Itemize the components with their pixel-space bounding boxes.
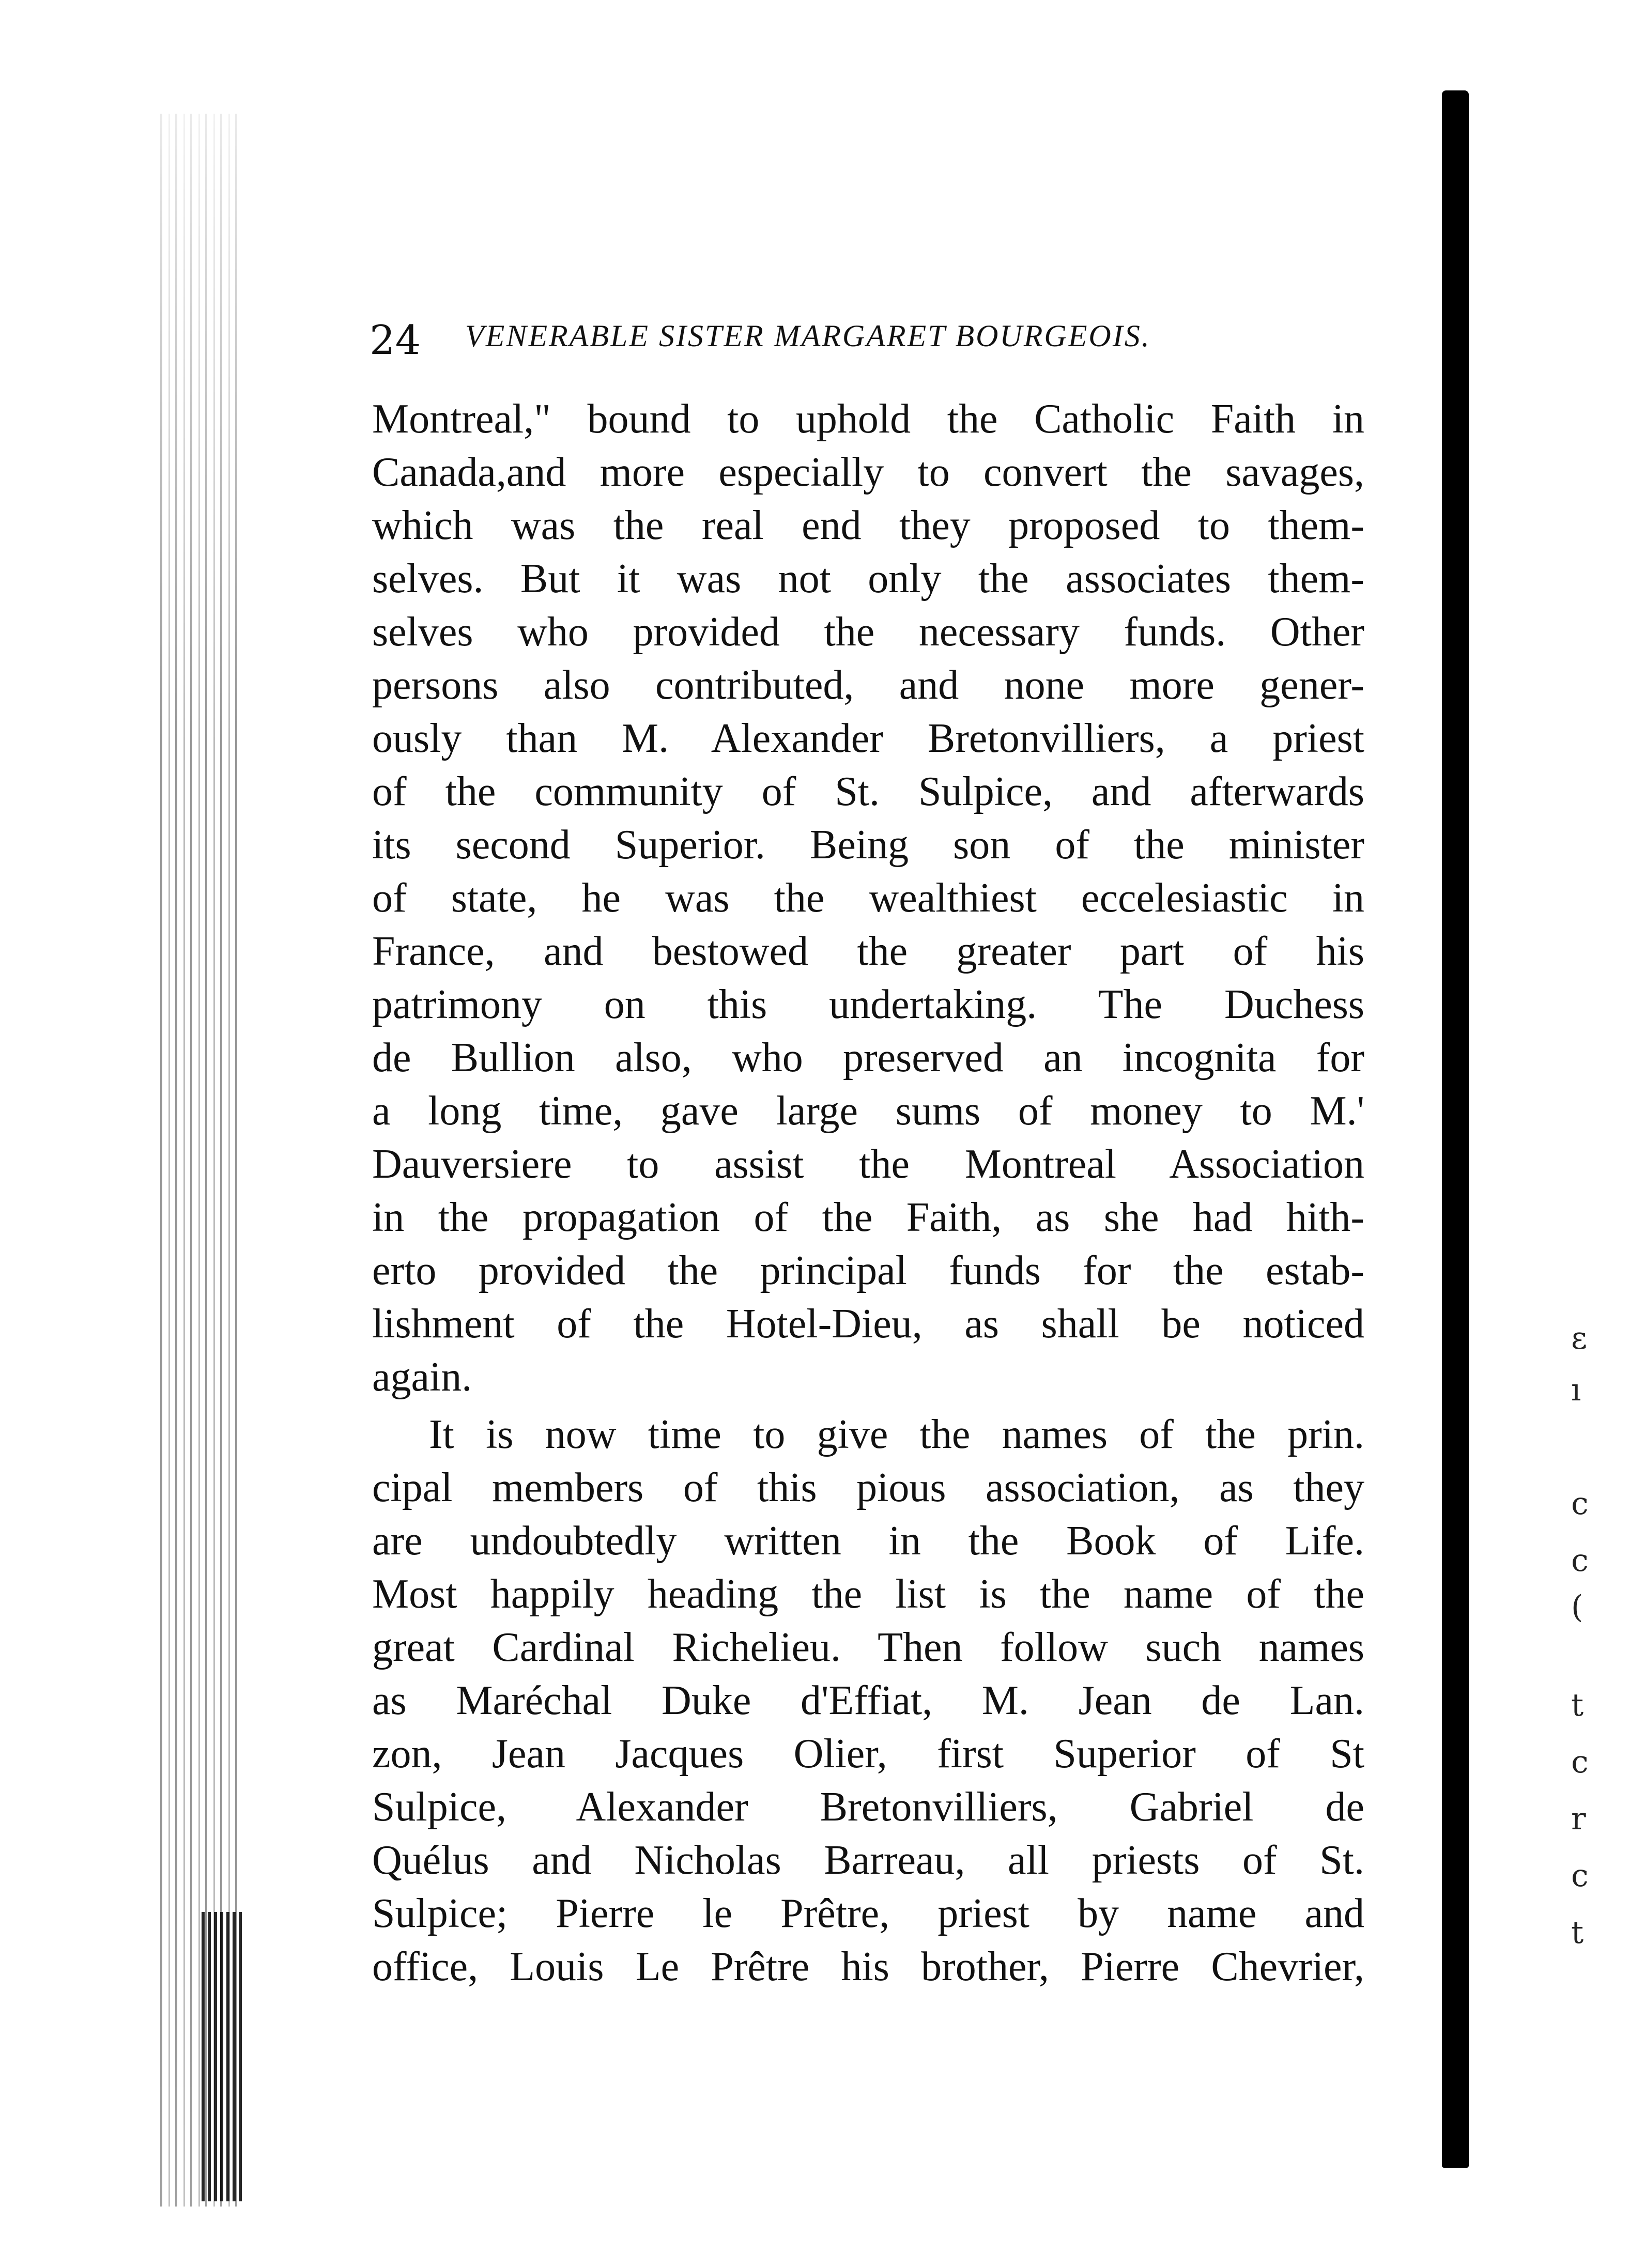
bleed-through-glyph: c	[1571, 1486, 1589, 1522]
text-line: de Bullion also, who preserved an incognita for	[372, 1035, 1364, 1081]
text-line: zon, Jean Jacques Olier, first Superior of St	[372, 1731, 1364, 1777]
page-edge-shadow	[1442, 90, 1469, 2168]
bleed-through-glyph: c	[1571, 1744, 1589, 1780]
body-text	[372, 393, 1364, 1994]
paragraph-gap	[372, 1404, 1364, 1408]
bleed-through-glyph: r	[1571, 1801, 1586, 1837]
text-line: Dauversiere to assist the Montreal Association	[372, 1141, 1364, 1187]
paragraph-2	[372, 1408, 1364, 1994]
text-line: a long time, gave large sums of money to M.'	[372, 1088, 1364, 1134]
text-line: are undoubtedly written in the Book of Life.	[372, 1518, 1364, 1564]
text-line: in the propagation of the Faith, as she had hith-	[372, 1195, 1364, 1240]
text-line: selves. But it was not only the associates them-	[372, 556, 1364, 601]
text-line: cipal members of this pious association, as they	[372, 1465, 1364, 1510]
text-line: Sulpice; Pierre le Prêtre, priest by name and	[372, 1891, 1364, 1936]
page-header	[370, 310, 1403, 367]
text-line: Most happily heading the list is the name of the	[372, 1571, 1364, 1617]
text-line: selves who provided the necessary funds. Other	[372, 609, 1364, 655]
text-line: erto provided the principal funds for the estab-	[372, 1248, 1364, 1293]
text-line: office, Louis Le Prêtre his brother, Pierre Chevrier,	[372, 1944, 1364, 1989]
running-title: VENERABLE SISTER MARGARET BOURGEOIS.	[465, 319, 1151, 353]
page-number: 24	[370, 317, 421, 364]
text-line: Sulpice, Alexander Bretonvilliers, Gabriel de	[372, 1784, 1364, 1830]
bleed-through-glyph: t	[1571, 1687, 1584, 1723]
text-line: France, and bestowed the greater part of his	[372, 929, 1364, 974]
text-line: of state, he was the wealthiest eccelesiastic in	[372, 875, 1364, 921]
text-line: of the community of St. Sulpice, and afterwards	[372, 769, 1364, 814]
bleed-through-glyph: c	[1571, 1542, 1589, 1579]
text-line: great Cardinal Richelieu. Then follow such names	[372, 1625, 1364, 1670]
bleed-through-glyph: c	[1571, 1858, 1589, 1894]
text-line: patrimony on this undertaking. The Duchess	[372, 982, 1364, 1027]
text-line: ously than M. Alexander Bretonvilliers, a priest	[372, 716, 1364, 761]
binding-gutter-shadow	[202, 1912, 243, 2201]
bleed-through-glyph: t	[1571, 1915, 1584, 1951]
paragraph-1	[372, 393, 1364, 1404]
text-line: as Maréchal Duke d'Effiat, M. Jean de Lan.	[372, 1678, 1364, 1723]
text-line: persons also contributed, and none more gener-	[372, 662, 1364, 708]
text-line: It is now time to give the names of the prin.	[429, 1412, 1364, 1457]
text-line: Quélus and Nicholas Barreau, all priests of St.	[372, 1838, 1364, 1883]
text-line: which was the real end they proposed to them-	[372, 503, 1364, 548]
bleed-through-glyph: (	[1571, 1589, 1583, 1625]
bleed-through-glyph: ı	[1571, 1372, 1581, 1408]
text-line: lishment of the Hotel-Dieu, as shall be noticed	[372, 1301, 1364, 1347]
text-line: Canada,and more especially to convert the savages,	[372, 450, 1364, 495]
binding-gutter	[155, 114, 243, 2207]
text-line: its second Superior. Being son of the minister	[372, 822, 1364, 868]
bleed-through-glyph: ɛ	[1571, 1320, 1588, 1356]
text-line: Montreal," bound to uphold the Catholic Faith in	[372, 396, 1364, 442]
text-line: again.	[372, 1354, 472, 1400]
